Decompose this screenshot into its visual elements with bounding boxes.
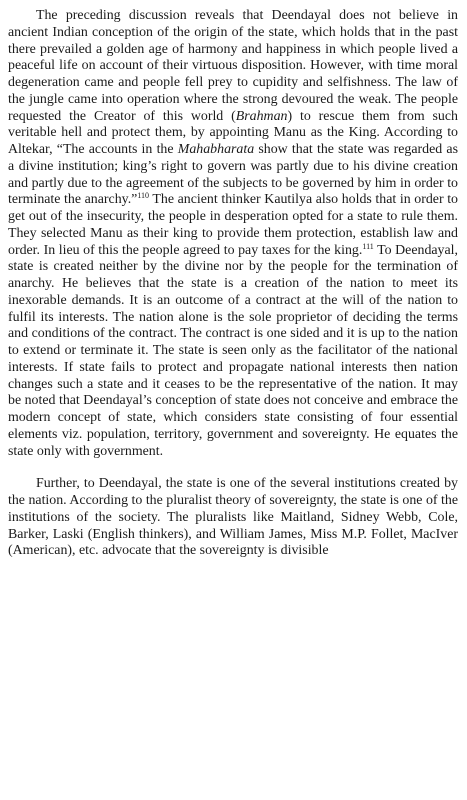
paragraph-1-run-9: To Deendayal, state is created neither by the divine nor by the people for the termination of anarchy. He believes that the state is a creation of the nation to meet its inexorable demands. It is an outcome of a contract at the will of the nation to fulfil its interests. The nation alone is the sole proprietor of deciding the terms and conditions of the contract. The contract is one sided and it is up to the nation to extend or terminate it. The state is seen only as the facilitator of the national interests. If state fails to protect and propagate national interests then nation changes such a state and it ceases to be the representative of the nation. It may be noted that Deendayal’s conception of state does not conceive and embrace the modern concept of state, which considers state consisting of four essential elements viz. population, territory, government and sovereignty. He equates the state only with government. bbox=[8, 242, 458, 459]
paragraph-1-run-7: The ancient thinker Kautilya also holds that in order to get out of the insecurity, the people in desperation opted for a state to rule them. They selected Manu as their king to provide them protection, establish law and order. In lieu of this the people agreed to pay taxes for the king. bbox=[8, 192, 459, 258]
paragraph-1-run-3: ) to rescue them from such veritable hell and protect them, by appointing Manu as the King. According to Altekar, “The accounts in the bbox=[8, 108, 458, 157]
paragraph-1-run-1: The preceding discussion reveals that Deendayal does not believe in ancient Indian conception of the origin of the state, which holds that in the past there prevailed a golden age of harmony and happiness in which people lived a peaceful life on account of their virtuous disposition. However, with time moral degeneration came and people fell prey to cupidity and selfishness. The law of the jungle came into operation where the strong devoured the weak. The people requested the Creator of this world ( bbox=[8, 8, 458, 124]
paragraph-pluralist-theory bbox=[8, 476, 458, 560]
mahabharata-title: Mahabharata bbox=[177, 142, 255, 157]
footnote-ref-111: 111 bbox=[362, 241, 374, 251]
paragraph-origin-of-state bbox=[8, 8, 458, 460]
footnote-ref-110: 110 bbox=[137, 191, 150, 201]
brahman-term: Brahman bbox=[235, 108, 288, 124]
paragraph-1-run-5: show that the state was regarded as a divine institution; king’s right to govern was partly due to his divine creation and partly due to the agreement of the subjects to be governed by him in order to terminate the anarchy.” bbox=[8, 142, 458, 208]
book-page bbox=[8, 8, 458, 560]
paragraph-2-run-1: Further, to Deendayal, the state is one of the several institutions created by the nation. According to the pluralist theory of sovereignty, the state is one of the institutions of the society. The pluralists like Maitland, Sidney Webb, Cole, Barker, Laski (English thinkers), and William James, Miss M.P. Follet, MacIver (American), etc. advocate that the sovereignty is divisible bbox=[8, 476, 458, 559]
